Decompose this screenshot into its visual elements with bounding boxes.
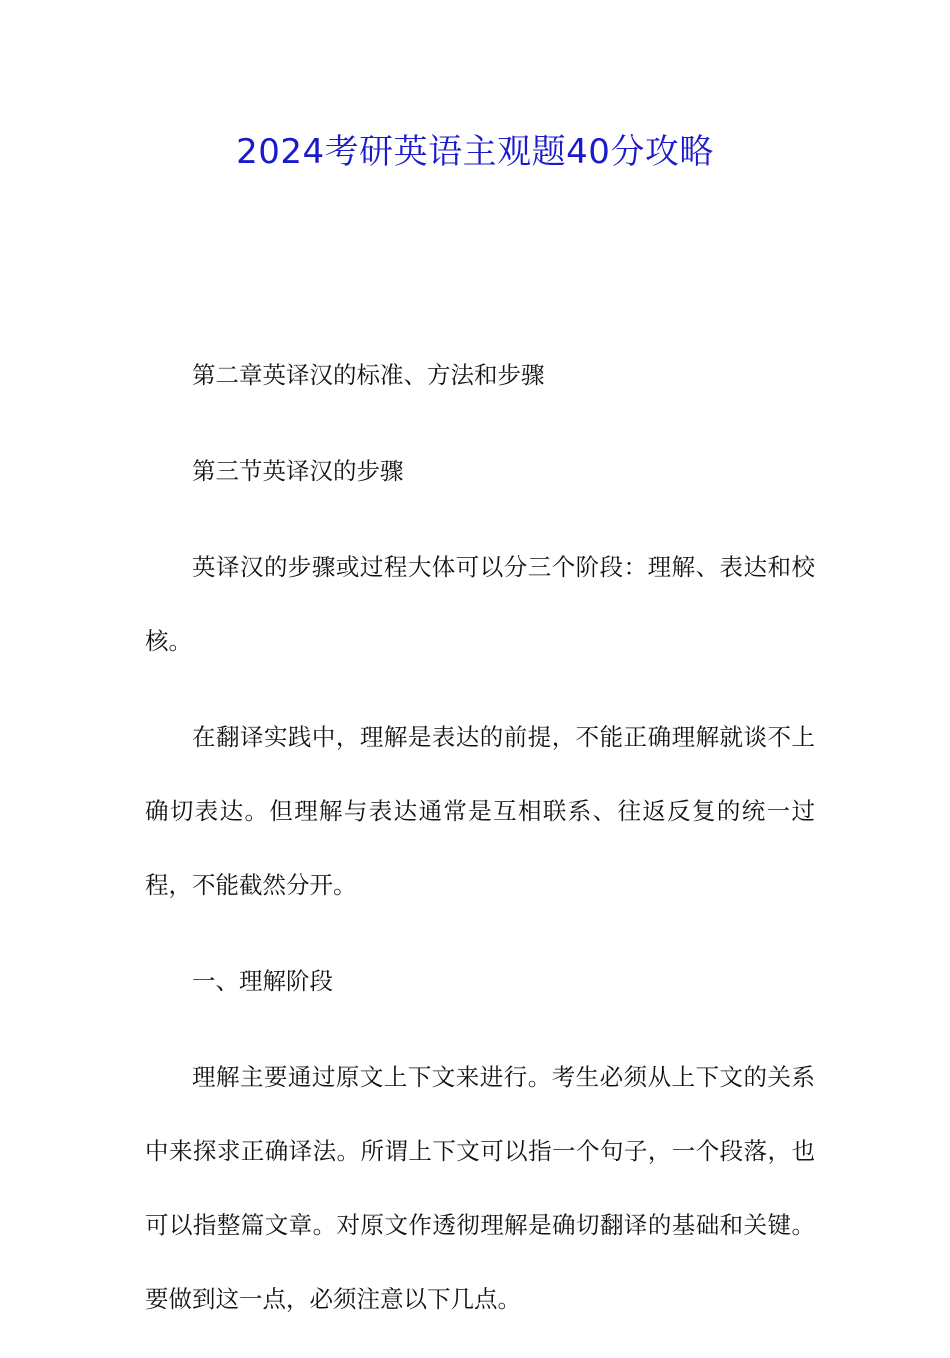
paragraph-chapter-heading: 第二章英译汉的标准、方法和步骤 <box>192 361 545 389</box>
page-title: 2024考研英语主观题40分攻略 <box>236 132 714 172</box>
paragraph-context-understanding: 理解主要通过原文上下文来进行。考生必须从上下文的关系中来探求正确译法。所谓上下文可以指一个句子，一个段落，也可以指整篇文章。对原文作透彻理解是确切翻译的基础和关键。要做到这一点，必须注意以下几点。 <box>145 1063 815 1313</box>
paragraph-stage-one-heading: 一、理解阶段 <box>192 967 333 995</box>
document-body <box>145 338 815 1358</box>
paragraph-steps-overview: 英译汉的步骤或过程大体可以分三个阶段：理解、表达和校核。 <box>145 553 815 655</box>
paragraph-section-heading: 第三节英译汉的步骤 <box>192 457 404 485</box>
paragraph-understanding-expression: 在翻译实践中，理解是表达的前提，不能正确理解就谈不上确切表达。但理解与表达通常是互相联系、往返反复的统一过程，不能截然分开。 <box>145 723 815 899</box>
